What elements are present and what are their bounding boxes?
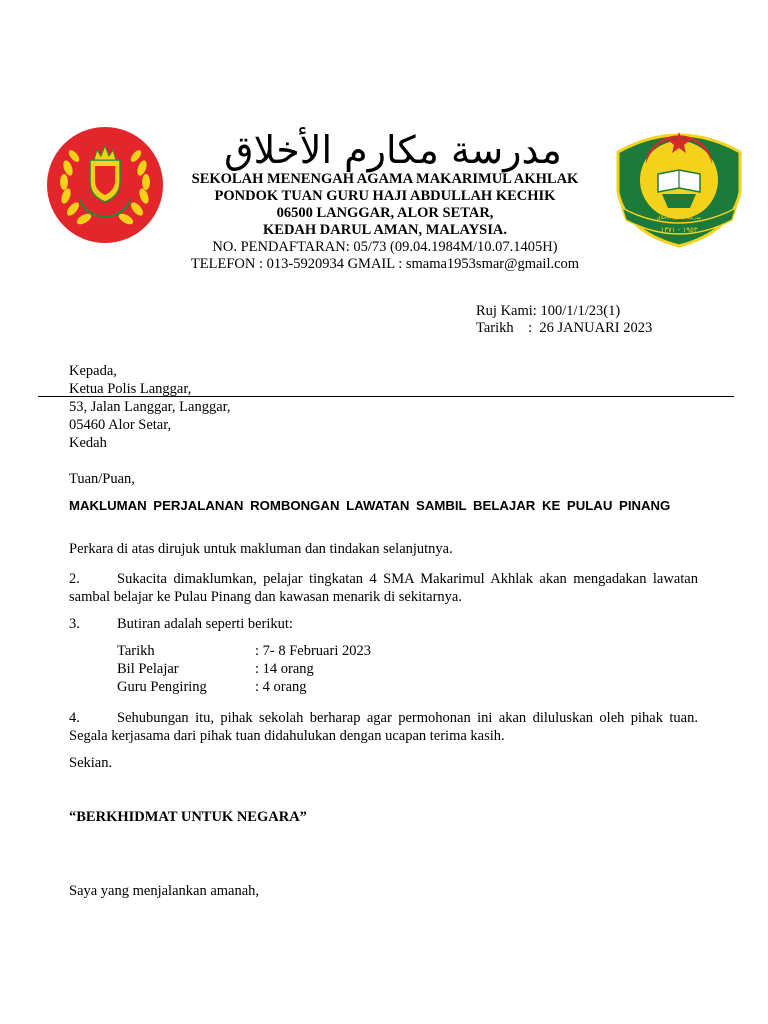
detail-label: Guru Pengiring	[117, 679, 207, 695]
school-crest-arabic-text: مدرسة مكارم الأخلاق	[656, 215, 702, 221]
letter-subject: MAKLUMAN PERJALANAN ROMBONGAN LAWATAN SAMBIL BELAJAR KE PULAU PINANG	[69, 498, 671, 513]
paragraph-number: 3.	[69, 616, 80, 632]
horizontal-rule	[38, 396, 734, 397]
reference-number: Ruj Kami: 100/1/1/23(1)	[476, 303, 621, 319]
school-address-line-2: 06500 LANGGAR, ALOR SETAR,	[276, 205, 494, 221]
intro-paragraph: Perkara di atas dirujuk untuk makluman dan tindakan selanjutnya.	[69, 541, 453, 557]
recipient-line: Kedah	[69, 435, 107, 451]
registration-number: NO. PENDAFTARAN: 05/73 (09.04.1984M/10.07.1405H)	[212, 239, 558, 255]
school-address-line-3: KEDAH DARUL AMAN, MALAYSIA.	[263, 222, 507, 238]
school-crest-icon	[612, 122, 746, 250]
letter-date: Tarikh : 26 JANUARI 2023	[476, 320, 653, 336]
paragraph-3	[69, 615, 293, 633]
signoff: Saya yang menjalankan amanah,	[69, 883, 260, 899]
motto: “BERKHIDMAT UNTUK NEGARA”	[69, 809, 307, 825]
paragraph-2	[69, 570, 698, 606]
paragraph-text: Butiran adalah seperti berikut:	[117, 616, 293, 632]
recipient-line: Ketua Polis Langgar,	[69, 381, 192, 397]
detail-value: : 14 orang	[255, 661, 314, 677]
paragraph-number: 2.	[69, 571, 80, 587]
contact-info: TELEFON : 013-5920934 GMAIL : smama1953smar@gmail.com	[190, 256, 580, 272]
detail-label: Bil Pelajar	[117, 661, 179, 677]
school-address-line-1: PONDOK TUAN GURU HAJI ABDULLAH KECHIK	[214, 188, 556, 204]
closing: Sekian.	[69, 755, 113, 771]
paragraph-number: 4.	[69, 710, 80, 726]
recipient-salutation: Kepada,	[69, 363, 117, 379]
recipient-line: 05460 Alor Setar,	[69, 417, 172, 433]
kedah-state-crest-icon	[46, 126, 164, 244]
detail-value: : 7- 8 Februari 2023	[255, 643, 371, 659]
greeting: Tuan/Puan,	[69, 471, 135, 487]
paragraph-4	[69, 709, 698, 745]
school-crest-years: ١٩٥٣ - ١٣٧١	[660, 226, 698, 234]
detail-label: Tarikh	[117, 643, 155, 659]
paragraph-text: Sehubungan itu, pihak sekolah berharap agar permohonan ini akan diluluskan oleh pihak tuan. Segala kerjasama dari pihak tuan didahulukan dengan ucapan terima kasih.	[69, 710, 698, 744]
school-name: SEKOLAH MENENGAH AGAMA MAKARIMUL AKHLAK	[191, 171, 579, 187]
school-arabic-name: مدرسة مكارم الأخلاق	[224, 128, 562, 172]
detail-value: : 4 orang	[255, 679, 307, 695]
recipient-line: 53, Jalan Langgar, Langgar,	[69, 399, 231, 415]
paragraph-text: Sukacita dimaklumkan, pelajar tingkatan 4 SMA Makarimul Akhlak akan mengadakan lawatan sambal belajar ke Pulau Pinang dan kawasan menarik di sekitarnya.	[69, 571, 698, 605]
